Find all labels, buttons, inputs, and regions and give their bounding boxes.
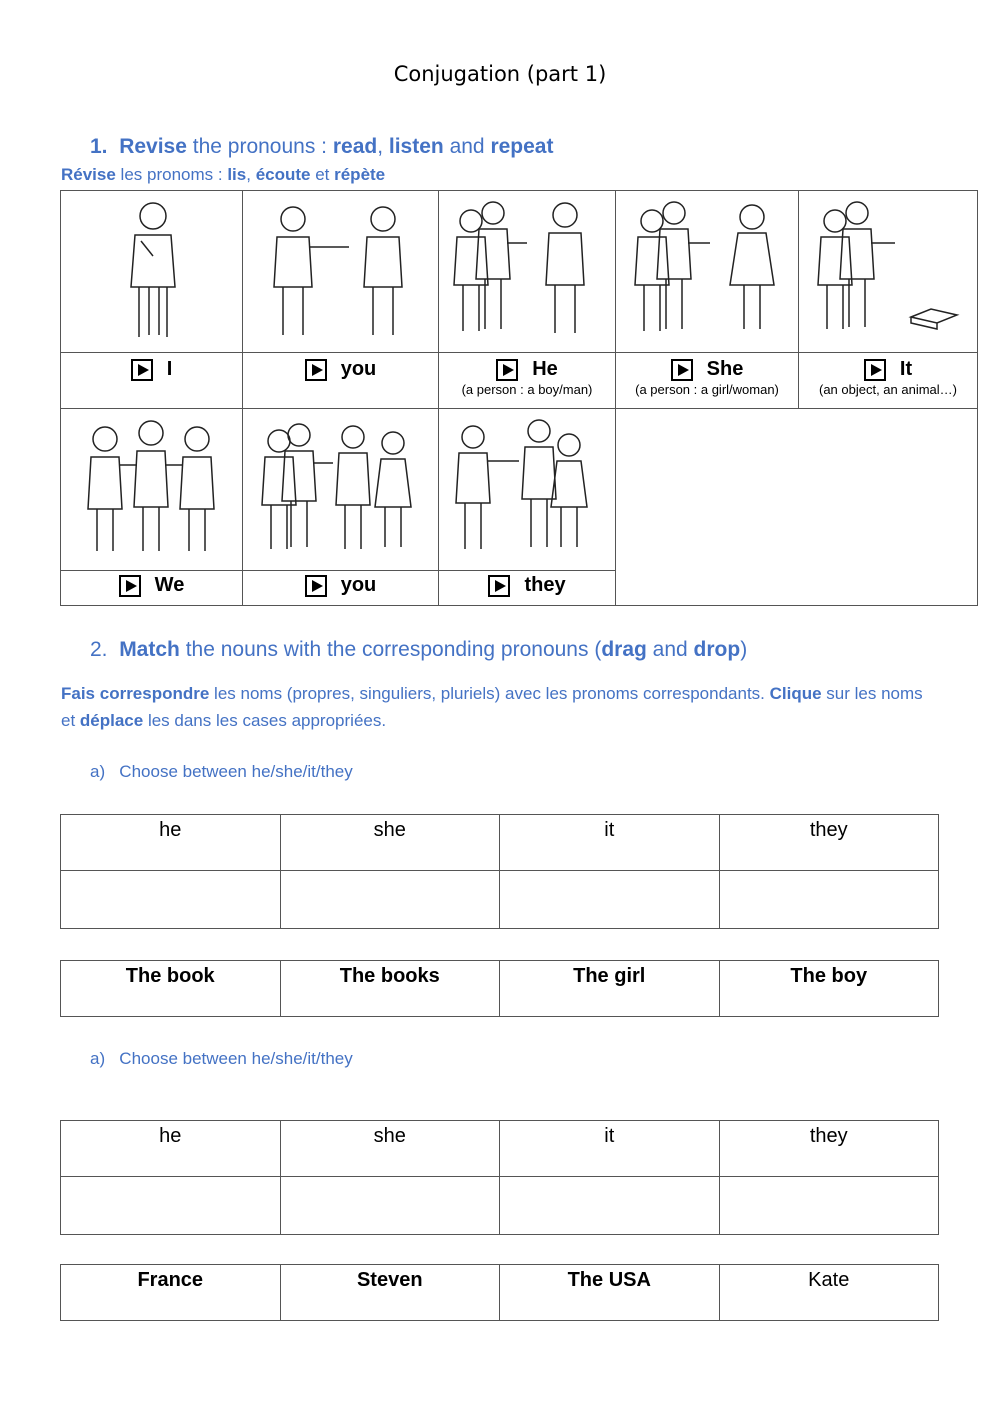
play-icon[interactable] <box>488 575 510 597</box>
pronoun-card-we: We <box>61 574 242 605</box>
section1-heading: 1. Revise the pronouns : read, listen and repeat <box>90 135 554 158</box>
drop-zone-he[interactable] <box>61 871 281 929</box>
play-icon[interactable] <box>671 359 693 381</box>
page-title: Conjugation (part 1) <box>393 62 607 86</box>
play-icon[interactable] <box>131 359 153 381</box>
drop-zone-it[interactable] <box>500 1177 720 1235</box>
drop-zone-she[interactable] <box>280 1177 500 1235</box>
pronoun-card-she: She (a person : a girl/woman) <box>635 358 779 397</box>
pronoun-card-i: I <box>61 358 242 408</box>
draggable-word[interactable]: Kate <box>719 1265 939 1321</box>
play-icon[interactable] <box>305 575 327 597</box>
drop-zone-they[interactable] <box>719 871 939 929</box>
illustration-they <box>439 409 615 570</box>
draggable-word[interactable]: The boy <box>719 961 939 1017</box>
draggable-word[interactable]: The book <box>61 961 281 1017</box>
drop-zone-she[interactable] <box>280 871 500 929</box>
draggable-word[interactable]: The girl <box>500 961 720 1017</box>
exercise-a-instruction: a) Choose between he/she/it/they <box>90 762 353 781</box>
pronoun-card-you: you <box>243 358 438 408</box>
header-he: he <box>61 1121 281 1177</box>
pronoun-card-he: He (a person : a boy/man) <box>461 358 593 397</box>
draggable-word[interactable]: The USA <box>500 1265 720 1321</box>
illustration-you-singular <box>243 191 438 352</box>
illustration-you-plural <box>243 409 438 570</box>
section2-heading: 2. Match the nouns with the corresponding pronouns (drag and drop) <box>90 638 748 661</box>
illustration-it <box>799 191 977 352</box>
play-icon[interactable] <box>119 575 141 597</box>
header-they: they <box>719 815 939 871</box>
drop-zone-they[interactable] <box>719 1177 939 1235</box>
exercise-b-instruction: a) Choose between he/she/it/they <box>90 1049 353 1068</box>
draggable-word[interactable]: Steven <box>280 1265 500 1321</box>
section2-instructions: Fais correspondre les noms (propres, singuliers, pluriels) avec les pronoms correspondants. Clique sur les noms et déplace les dans les cases appropriées. <box>61 684 923 730</box>
play-icon[interactable] <box>305 359 327 381</box>
pronoun-grid <box>60 190 978 606</box>
header-it: it <box>500 815 720 871</box>
drop-table-a <box>60 814 939 929</box>
header-she: she <box>280 1121 500 1177</box>
section1-subheading: Révise les pronoms : lis, écoute et répète <box>61 165 386 184</box>
draggable-word[interactable]: France <box>61 1265 281 1321</box>
illustration-i <box>61 191 242 352</box>
header-he: he <box>61 815 281 871</box>
header-it: it <box>500 1121 720 1177</box>
header-she: she <box>280 815 500 871</box>
play-icon[interactable] <box>864 359 886 381</box>
pronoun-card-they: they <box>439 574 615 605</box>
drop-table-b <box>60 1120 939 1235</box>
illustration-he <box>439 191 615 352</box>
empty-cell <box>616 409 978 606</box>
draggable-word[interactable]: The books <box>280 961 500 1017</box>
word-bank-a <box>60 960 939 1017</box>
word-bank-b <box>60 1264 939 1321</box>
drop-zone-he[interactable] <box>61 1177 281 1235</box>
illustration-she <box>616 191 798 352</box>
pronoun-card-it: It (an object, an animal…) <box>818 358 957 397</box>
drop-zone-it[interactable] <box>500 871 720 929</box>
header-they: they <box>719 1121 939 1177</box>
pronoun-card-you-plural: you <box>243 574 438 605</box>
play-icon[interactable] <box>496 359 518 381</box>
illustration-we <box>61 409 242 570</box>
